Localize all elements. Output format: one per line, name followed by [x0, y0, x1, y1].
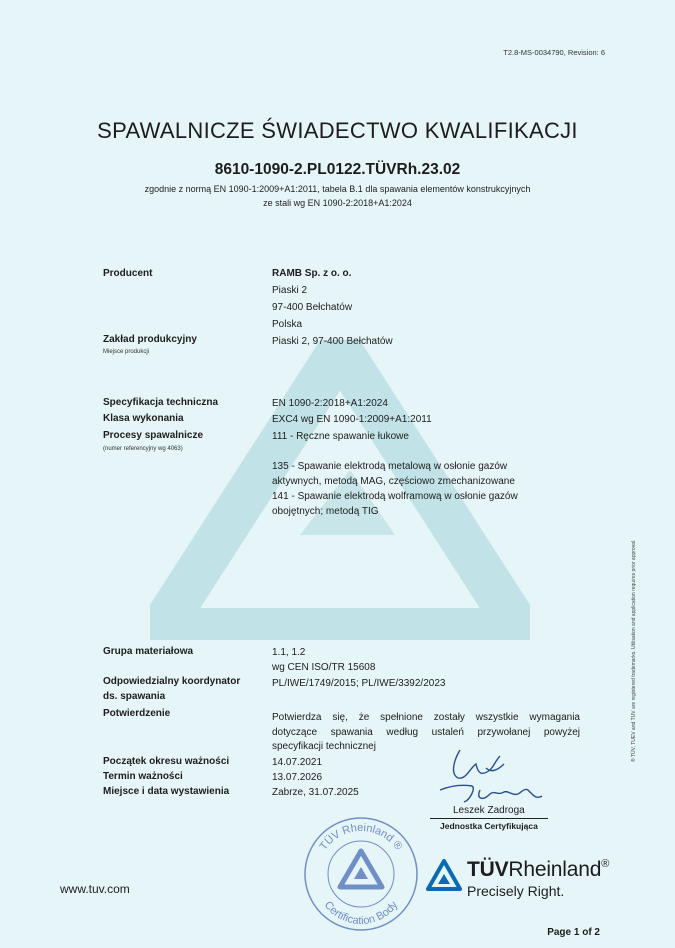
certification-body-seal-icon: [302, 815, 420, 933]
material-group-standard: wg CEN ISO/TR 15608: [272, 662, 376, 673]
material-group-value: 1.1, 1.2: [272, 647, 306, 658]
producer-address-2: 97-400 Bełchatów: [272, 302, 353, 313]
plant-label: Zakład produkcyjny: [103, 334, 197, 345]
validity-start-label: Początek okresu ważności: [103, 756, 230, 767]
confirmation-line-3: specyfikacji technicznej: [272, 741, 376, 752]
signatory-role: Jednostka Certyfikująca: [440, 821, 538, 831]
page-number: Page 1 of 2: [547, 927, 600, 938]
tech-spec-label: Specyfikacja techniczna: [103, 397, 219, 408]
tuv-triangle-watermark-icon: [150, 340, 530, 640]
validity-end-value: 13.07.2026: [272, 772, 323, 783]
producer-name: RAMB Sp. z o. o.: [272, 268, 352, 279]
validity-end-label: Termin ważności: [103, 771, 183, 782]
process-141-line-1: 141 - Spawanie elektrodą wolframową w osłonie gazów: [272, 491, 518, 502]
process-141-line-2: obojętnych; metodą TIG: [272, 506, 379, 517]
producer-address-1: Piaski 2: [272, 285, 308, 296]
scope-line-1: zgodnie z normą EN 1090-1:2009+A1:2011, tabela B.1 dla spawania elementów konstrukcyjnych: [144, 184, 531, 194]
confirmation-label: Potwierdzenie: [103, 708, 171, 719]
validity-start-value: 14.07.2021: [272, 757, 323, 768]
producer-label: Producent: [103, 268, 153, 279]
brand-name-bold: TÜV: [467, 858, 509, 881]
brand-name-regular: Rheinland: [508, 858, 602, 881]
producer-address-3: Polska: [272, 319, 303, 330]
process-135-line-2: aktywnych, metodą MAG, częściowo zmechanizowane: [272, 476, 515, 487]
svg-text:TÜV Rheinland ®: TÜV Rheinland ®: [317, 821, 405, 853]
svg-text:Certification Body: Certification Body: [321, 899, 401, 928]
tuv-logo-triangle-icon: [425, 858, 463, 892]
processes-label: Procesy spawalnicze: [103, 430, 204, 441]
plant-address: Piaski 2, 97-400 Bełchatów: [272, 336, 393, 347]
certificate-number: 8610-1090-2.PL0122.TÜVRh.23.02: [214, 161, 461, 178]
coordinator-label-2: ds. spawania: [103, 691, 166, 702]
execution-class-label: Klasa wykonania: [103, 413, 184, 424]
process-135-line-1: 135 - Spawanie elektrodą metalową w osłonie gazów: [272, 461, 508, 472]
signatory-name: Leszek Zadroga: [453, 805, 525, 816]
processes-sublabel: (numer referencyjny wg 4063): [103, 446, 183, 452]
tech-spec-value: EN 1090-2:2018+A1:2024: [272, 398, 388, 409]
issue-place-date-value: Zabrze, 31.07.2025: [272, 787, 359, 798]
plant-sublabel: Miejsce produkcji: [103, 349, 150, 355]
page-title: SPAWALNICZE ŚWIADECTWO KWALIFIKACJI: [97, 118, 578, 143]
confirmation-line-1: Potwierdza się, że spełnione zostały wszystkie wymagania: [272, 712, 580, 723]
handwritten-signature-icon: [420, 740, 570, 815]
process-111: 111 - Ręczne spawanie łukowe: [272, 431, 409, 442]
issue-place-date-label: Miejsce i data wystawienia: [103, 786, 230, 797]
tuv-brand-logo: [467, 858, 609, 882]
material-group-label: Grupa materiałowa: [103, 646, 194, 657]
website-url[interactable]: www.tuv.com: [60, 882, 130, 896]
scope-line-2: ze stali wg EN 1090-2:2018+A1:2024: [263, 198, 412, 208]
document-revision-id: T2.8-MS-0034790, Revision: 6: [503, 48, 605, 57]
brand-registered-mark: ®: [601, 858, 610, 870]
execution-class-value: EXC4 wg EN 1090-1:2009+A1:2011: [272, 414, 432, 425]
confirmation-line-2: dotyczące spawania według ustaleń przywołanej powyżej: [272, 726, 580, 738]
trademark-notice: ® TÜV, TUEV and TUV are registered trademarks. Utilisation and application requires prior approval.: [631, 539, 637, 762]
coordinator-label-1: Odpowiedzialny koordynator: [103, 676, 241, 687]
brand-tagline: Precisely Right.: [467, 883, 565, 899]
signature-line: [430, 818, 548, 819]
coordinator-value: PL/IWE/1749/2015; PL/IWE/3392/2023: [272, 678, 446, 689]
